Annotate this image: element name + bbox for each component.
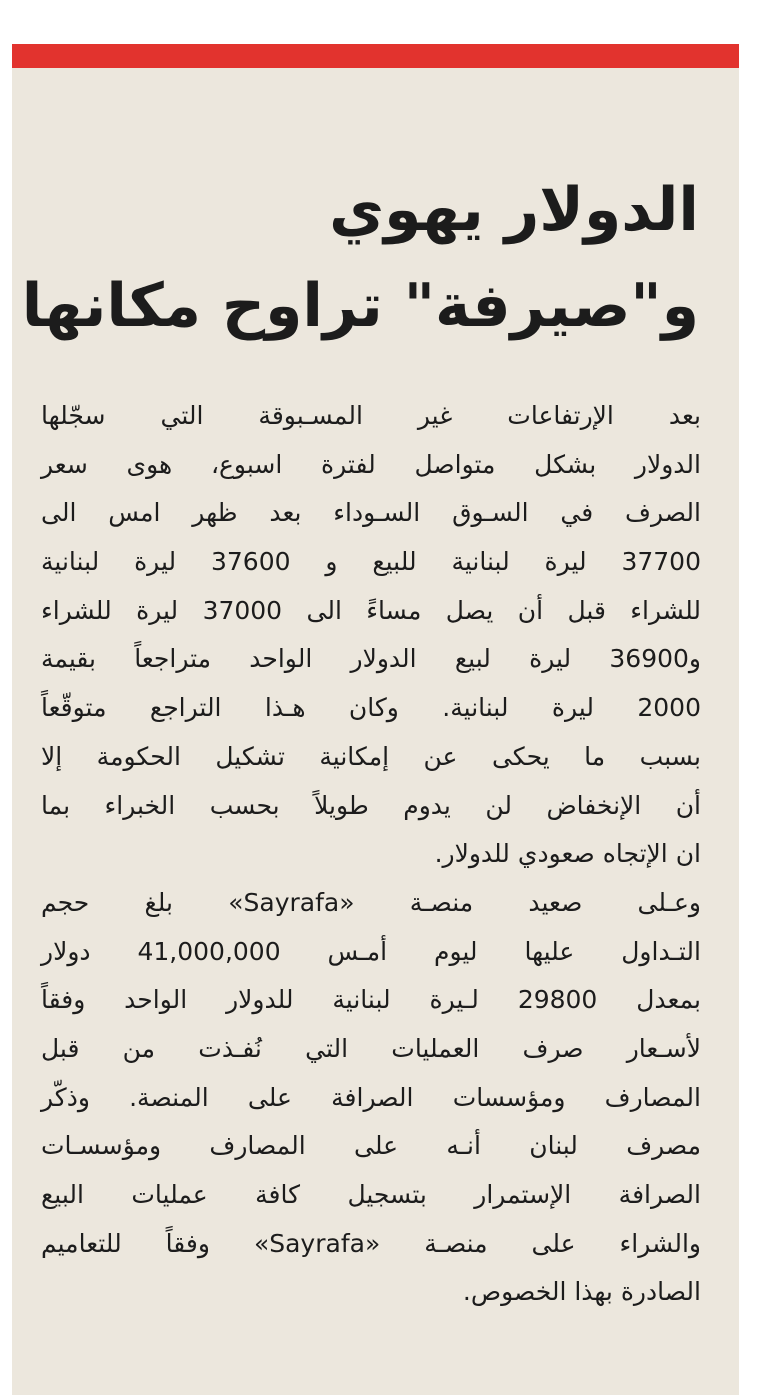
body-line: وعـلى صعيد منصـة «Sayrafa» بلغ حجم: [41, 887, 701, 917]
body-line: لأسـعار صرف العمليات التي نُفـذت من قبل: [41, 1033, 701, 1063]
body-line: الدولار بشكل متواصل لفترة اسبوع، هوى سعر: [41, 449, 701, 479]
body-line: للشراء قبل أن يصل مساءً الى 37000 ليرة للشراء: [41, 595, 701, 625]
body-line: 37700 ليرة لبنانية للبيع و 37600 ليرة لبنانية: [41, 547, 701, 577]
article-card: [12, 44, 739, 1395]
body-line: والشراء على منصـة «Sayrafa» وفقاً للتعاميم: [41, 1228, 701, 1258]
body-line: ان الإتجاه صعودي للدولار.: [434, 839, 701, 869]
article-body: [41, 392, 701, 1317]
body-line: بعد الإرتفاعات غير المسـبوقة التي سجّلها: [41, 401, 701, 430]
body-line: التـداول عليها ليوم أمـس 41,000,000 دولار: [41, 936, 701, 966]
paragraph-2: [41, 879, 701, 1317]
body-line: الصادرة بهذا الخصوص.: [462, 1277, 701, 1307]
body-line: المصارف ومؤسسات الصرافة على المنصة. وذكّر: [41, 1082, 701, 1112]
paragraph-1: [41, 392, 701, 879]
body-line: بسبب ما يحكى عن إمكانية تشكيل الحكومة إلا: [41, 741, 701, 771]
body-line: مصرف لبنان أنـه على المصارف ومؤسسـات: [41, 1131, 701, 1161]
body-line: 2000 ليرة لبنانية. وكان هـذا التراجع متوقّعاً: [41, 693, 701, 723]
headline-line: الدولار يهوي: [329, 175, 699, 245]
body-line: الصرافة الإستمرار بتسجيل كافة عمليات البيع: [41, 1180, 701, 1209]
body-line: أن الإنخفاض لن يدوم طويلاً بحسب الخبراء بما: [41, 790, 701, 820]
body-line: و36900 ليرة لبيع الدولار الواحد متراجعاً بقيمة: [41, 644, 701, 674]
red-accent-bar: [12, 44, 739, 68]
headline: [21, 162, 699, 354]
body-line: بمعدل 29800 لـيرة لبنانية للدولار الواحد وفقاً: [41, 985, 701, 1015]
body-line: الصرف في السـوق السـوداء بعد ظهر امس الى: [41, 498, 701, 528]
headline-line: و"صيرفة" تراوح مكانها: [21, 271, 699, 341]
